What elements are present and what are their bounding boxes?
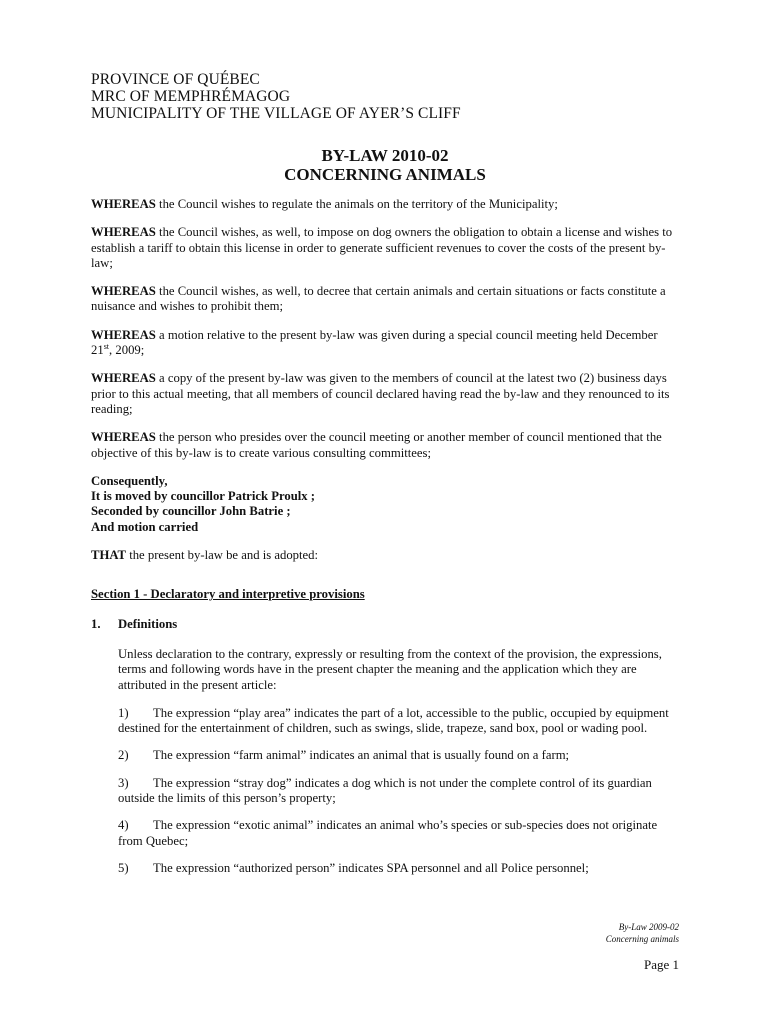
whereas-clause xyxy=(91,225,681,271)
item-number: 4) xyxy=(118,818,129,833)
article-title: Definitions xyxy=(118,616,178,631)
item-number: 2) xyxy=(118,748,129,763)
whereas-clause xyxy=(91,197,681,212)
whereas-text: a motion relative to the present by-law was given during a special council meeting held December 21 xyxy=(91,327,658,358)
document-body xyxy=(91,197,681,888)
definition-item xyxy=(118,748,681,763)
whereas-text-end: , 2009; xyxy=(109,343,145,358)
item-number: 3) xyxy=(118,775,129,790)
whereas-keyword: WHEREAS xyxy=(91,430,156,445)
adoption-clause xyxy=(91,548,681,563)
footer-reference xyxy=(606,921,679,945)
whereas-clause xyxy=(91,371,681,417)
whereas-clause xyxy=(91,328,681,359)
mrc-line: MRC OF MEMPHRÉMAGOG xyxy=(91,88,291,105)
motion-seconded-by: Seconded by councillor John Batrie ; xyxy=(91,504,291,519)
whereas-keyword: WHEREAS xyxy=(91,284,156,299)
definition-item xyxy=(118,861,681,876)
bylaw-number: BY-LAW 2010-02 xyxy=(321,146,449,165)
item-text: The expression “play area” indicates the part of a lot, accessible to the public, occupied by equipment destined for the entertainment of children, such as swings, slide, trapeze, sand box, pool or wading pool. xyxy=(118,705,669,736)
whereas-keyword: WHEREAS xyxy=(91,327,156,342)
whereas-clause xyxy=(91,284,681,315)
whereas-text: a copy of the present by-law was given to the members of council at the latest two (2) business days prior to this actual meeting, that all members of council declared having read the by-law and they renounced to its reading; xyxy=(91,371,670,416)
article-number: 1. xyxy=(91,616,101,631)
whereas-text: the person who presides over the council meeting or another member of council mentioned that the objective of this by-law is to create various consulting committees; xyxy=(91,430,662,460)
footer-subject-ref: Concerning animals xyxy=(605,934,679,944)
item-text: The expression “farm animal” indicates an animal that is usually found on a farm; xyxy=(153,748,570,763)
whereas-keyword: WHEREAS xyxy=(91,371,156,386)
motion-block xyxy=(91,474,681,535)
adoption-text: the present by-law be and is adopted: xyxy=(126,548,319,563)
motion-moved-by: It is moved by councillor Patrick Proulx ; xyxy=(91,489,316,504)
jurisdiction-header xyxy=(91,71,461,122)
whereas-text: the Council wishes, as well, to decree that certain animals and certain situations or facts constitute a nuisance and wishes to prohibit them; xyxy=(91,284,666,314)
page-number: Page 1 xyxy=(643,957,679,972)
item-text: The expression “stray dog” indicates a dog which is not under the complete control of its guardian outside the limits of this person’s property; xyxy=(118,775,652,806)
motion-carried: And motion carried xyxy=(91,519,199,534)
province-line: PROVINCE OF QUÉBEC xyxy=(91,71,260,88)
whereas-keyword: WHEREAS xyxy=(91,225,156,240)
footer-bylaw-ref: By-Law 2009-02 xyxy=(618,922,679,932)
bylaw-subject: CONCERNING ANIMALS xyxy=(284,165,486,184)
document-title xyxy=(0,146,770,184)
definition-item xyxy=(118,776,681,807)
item-number: 1) xyxy=(118,705,129,720)
item-text: The expression “exotic animal” indicates an animal who’s species or sub-species does not originate from Quebec; xyxy=(118,818,658,848)
section-heading: Section 1 - Declaratory and interpretive provisions xyxy=(91,587,365,602)
whereas-keyword: WHEREAS xyxy=(91,197,156,211)
ordinal-suffix: st xyxy=(103,341,110,351)
definitions-heading xyxy=(91,617,681,632)
motion-consequently: Consequently, xyxy=(91,473,168,488)
definition-item xyxy=(118,818,681,849)
item-number: 5) xyxy=(118,860,129,875)
definitions-intro: Unless declaration to the contrary, expressly or resulting from the context of the provision, the expressions, terms and following words have in the present chapter the meaning and the application which they are attributed in the present article: xyxy=(118,646,662,692)
whereas-text: the Council wishes, as well, to impose on dog owners the obligation to obtain a license and wishes to establish a tariff to obtain this license in order to generate sufficient revenues to cover the costs of the present by-law; xyxy=(91,225,673,270)
municipality-line: MUNICIPALITY OF THE VILLAGE OF AYER’S CLIFF xyxy=(91,105,461,122)
adoption-keyword: THAT xyxy=(91,548,127,563)
definition-item xyxy=(118,706,681,737)
whereas-text: the Council wishes to regulate the animals on the territory of the Municipality; xyxy=(155,197,558,211)
whereas-clause xyxy=(91,430,681,461)
item-text: The expression “authorized person” indicates SPA personnel and all Police personnel; xyxy=(153,860,589,875)
